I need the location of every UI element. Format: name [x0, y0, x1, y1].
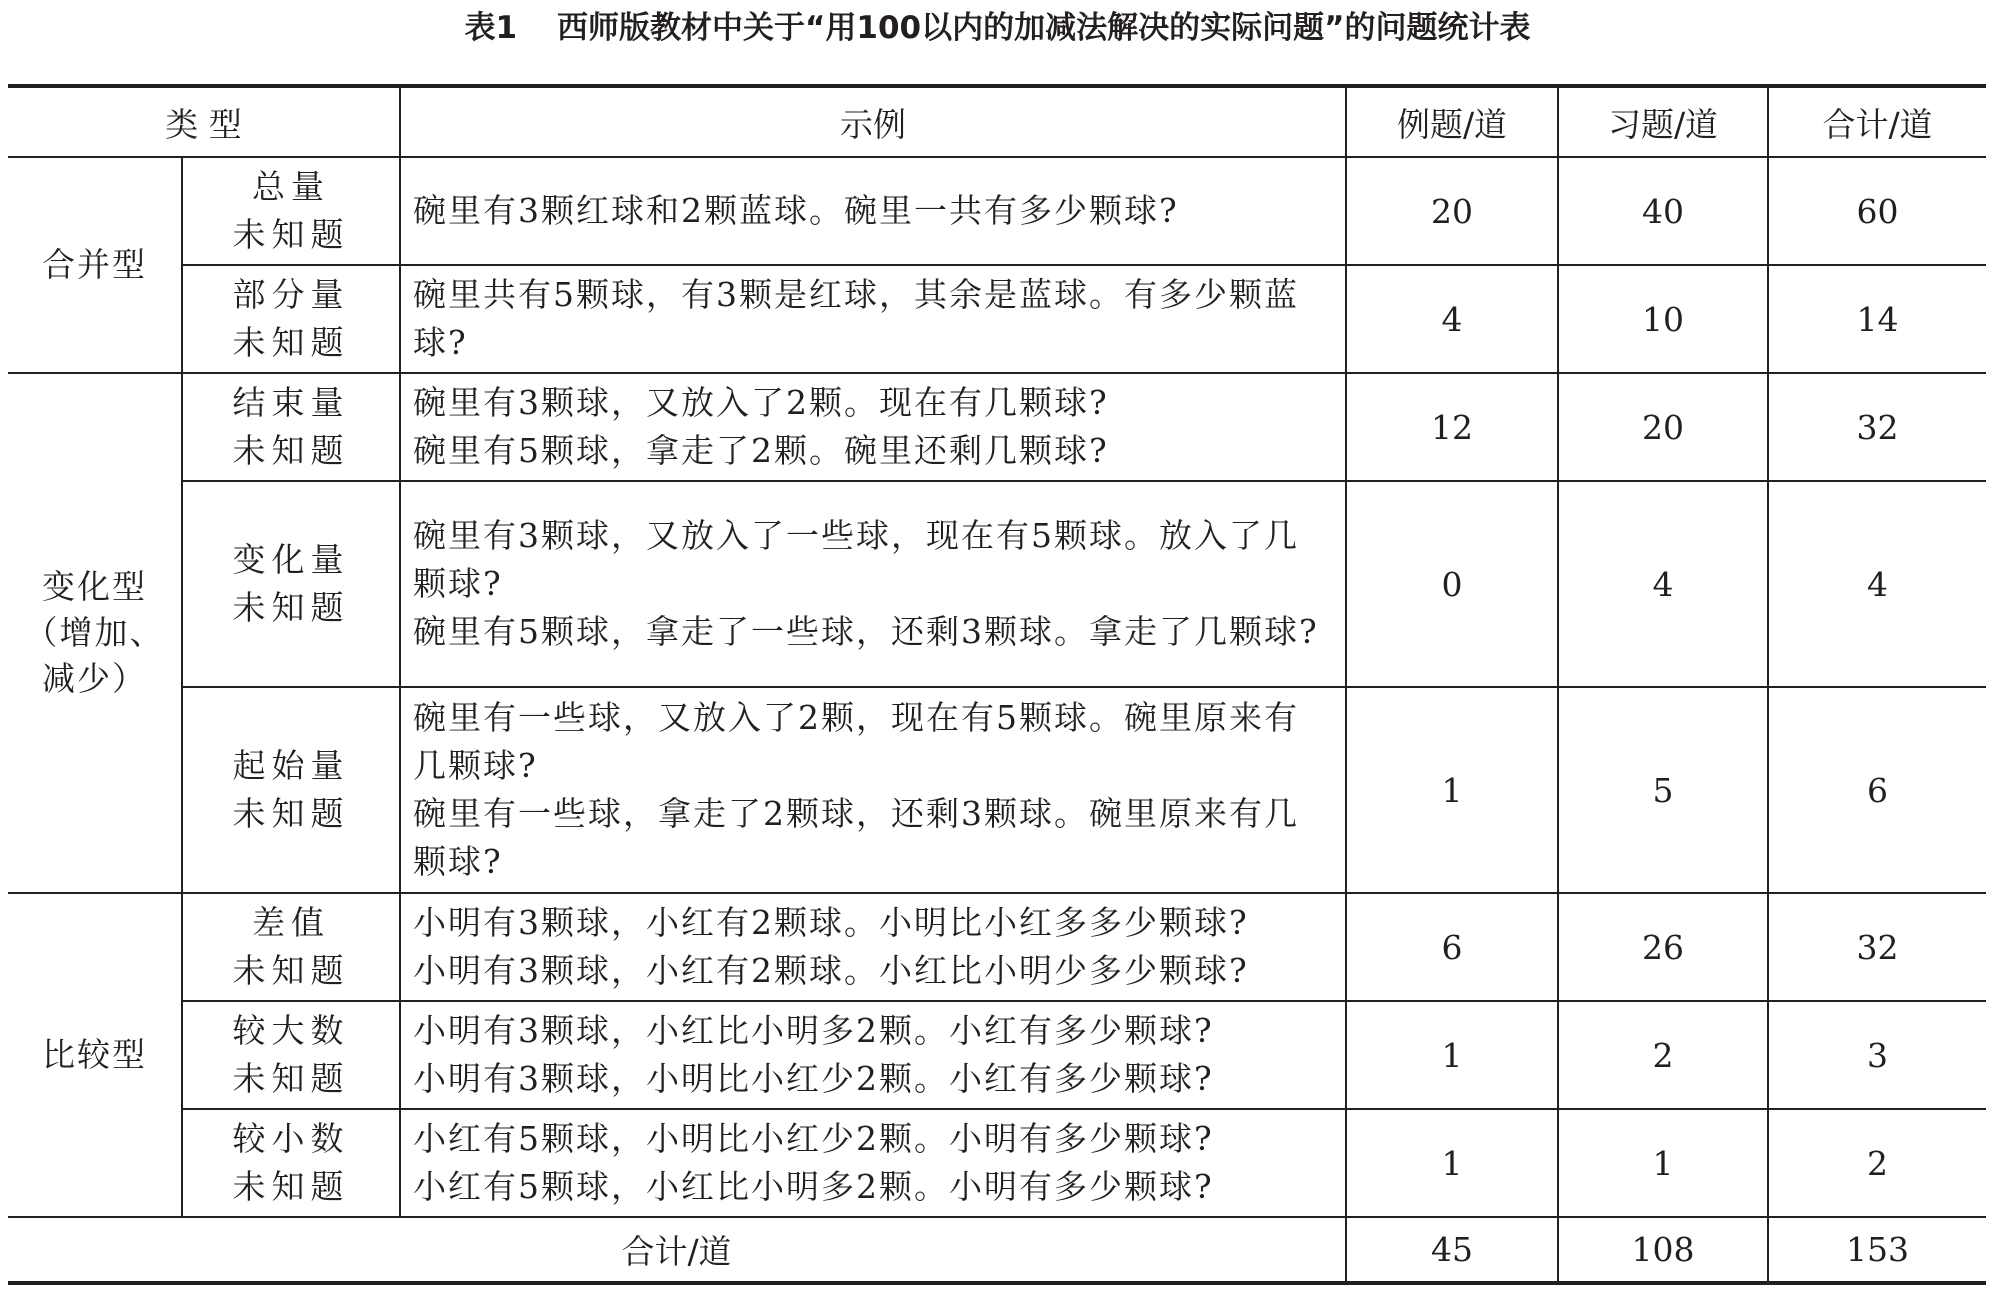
header-row [8, 86, 1986, 157]
subtype-cell: 较大数 未知题 [182, 1001, 400, 1109]
totals-row [8, 1217, 1986, 1283]
example-count-cell: 20 [1346, 157, 1558, 265]
table-row [8, 481, 1986, 687]
example-cell: 碗里有3颗球，又放入了2颗。现在有几颗球? 碗里有5颗球，拿走了2颗。碗里还剩几颗球? [400, 373, 1346, 481]
subtype-cell: 变化量 未知题 [182, 481, 400, 687]
example-count-cell: 1 [1346, 687, 1558, 893]
exercise-count-cell: 1 [1558, 1109, 1768, 1217]
exercise-count-cell: 5 [1558, 687, 1768, 893]
total-count-cell: 4 [1768, 481, 1986, 687]
subtype-cell: 总量 未知题 [182, 157, 400, 265]
header-example: 示例 [400, 86, 1346, 157]
category-change: 变化型（增加、减少） [8, 373, 182, 893]
total-count-cell: 3 [1768, 1001, 1986, 1109]
header-total-count: 合计/道 [1768, 86, 1986, 157]
header-example-count: 例题/道 [1346, 86, 1558, 157]
total-count-cell: 6 [1768, 687, 1986, 893]
total-count-cell: 14 [1768, 265, 1986, 373]
table-row [8, 687, 1986, 893]
example-cell: 小明有3颗球，小红有2颗球。小明比小红多多少颗球? 小明有3颗球，小红有2颗球。小红比小明少多少颗球? [400, 893, 1346, 1001]
subtype-cell: 较小数 未知题 [182, 1109, 400, 1217]
header-exercise-count: 习题/道 [1558, 86, 1768, 157]
category-compare: 比较型 [8, 893, 182, 1217]
exercise-count-cell: 26 [1558, 893, 1768, 1001]
table-caption [0, 6, 1995, 50]
subtype-cell: 差值 未知题 [182, 893, 400, 1001]
example-cell: 碗里共有5颗球，有3颗是红球，其余是蓝球。有多少颗蓝球? [400, 265, 1346, 373]
subtype-cell: 部分量 未知题 [182, 265, 400, 373]
example-cell: 碗里有3颗红球和2颗蓝球。碗里一共有多少颗球? [400, 157, 1346, 265]
exercise-count-cell: 4 [1558, 481, 1768, 687]
statistics-table [8, 84, 1986, 1285]
example-count-cell: 1 [1346, 1001, 1558, 1109]
subtype-cell: 起始量 未知题 [182, 687, 400, 893]
table-title: 西师版教材中关于“用100以内的加减法解决的实际问题”的问题统计表 [557, 10, 1531, 46]
example-cell: 小红有5颗球，小明比小红少2颗。小明有多少颗球? 小红有5颗球，小红比小明多2颗。小明有多少颗球? [400, 1109, 1346, 1217]
totals-label: 合计/道 [8, 1217, 1346, 1283]
table-row [8, 265, 1986, 373]
total-count-cell: 2 [1768, 1109, 1986, 1217]
table-row [8, 1109, 1986, 1217]
example-count-cell: 0 [1346, 481, 1558, 687]
table-number: 表1 [464, 10, 518, 46]
example-count-cell: 12 [1346, 373, 1558, 481]
example-cell: 碗里有3颗球，又放入了一些球，现在有5颗球。放入了几颗球? 碗里有5颗球，拿走了一些球，还剩3颗球。拿走了几颗球? [400, 481, 1346, 687]
example-count-cell: 1 [1346, 1109, 1558, 1217]
totals-example-count: 45 [1346, 1217, 1558, 1283]
example-cell: 碗里有一些球，又放入了2颗，现在有5颗球。碗里原来有几颗球? 碗里有一些球，拿走了2颗球，还剩3颗球。碗里原来有几颗球? [400, 687, 1346, 893]
totals-total-count: 153 [1768, 1217, 1986, 1283]
header-type: 类 型 [8, 86, 400, 157]
totals-exercise-count: 108 [1558, 1217, 1768, 1283]
table-row [8, 157, 1986, 265]
total-count-cell: 60 [1768, 157, 1986, 265]
example-count-cell: 6 [1346, 893, 1558, 1001]
exercise-count-cell: 40 [1558, 157, 1768, 265]
table-row [8, 893, 1986, 1001]
category-merge: 合并型 [8, 157, 182, 373]
subtype-cell: 结束量 未知题 [182, 373, 400, 481]
exercise-count-cell: 10 [1558, 265, 1768, 373]
example-count-cell: 4 [1346, 265, 1558, 373]
exercise-count-cell: 2 [1558, 1001, 1768, 1109]
total-count-cell: 32 [1768, 373, 1986, 481]
example-cell: 小明有3颗球，小红比小明多2颗。小红有多少颗球? 小明有3颗球，小明比小红少2颗。小红有多少颗球? [400, 1001, 1346, 1109]
exercise-count-cell: 20 [1558, 373, 1768, 481]
table-row [8, 373, 1986, 481]
total-count-cell: 32 [1768, 893, 1986, 1001]
table-row [8, 1001, 1986, 1109]
